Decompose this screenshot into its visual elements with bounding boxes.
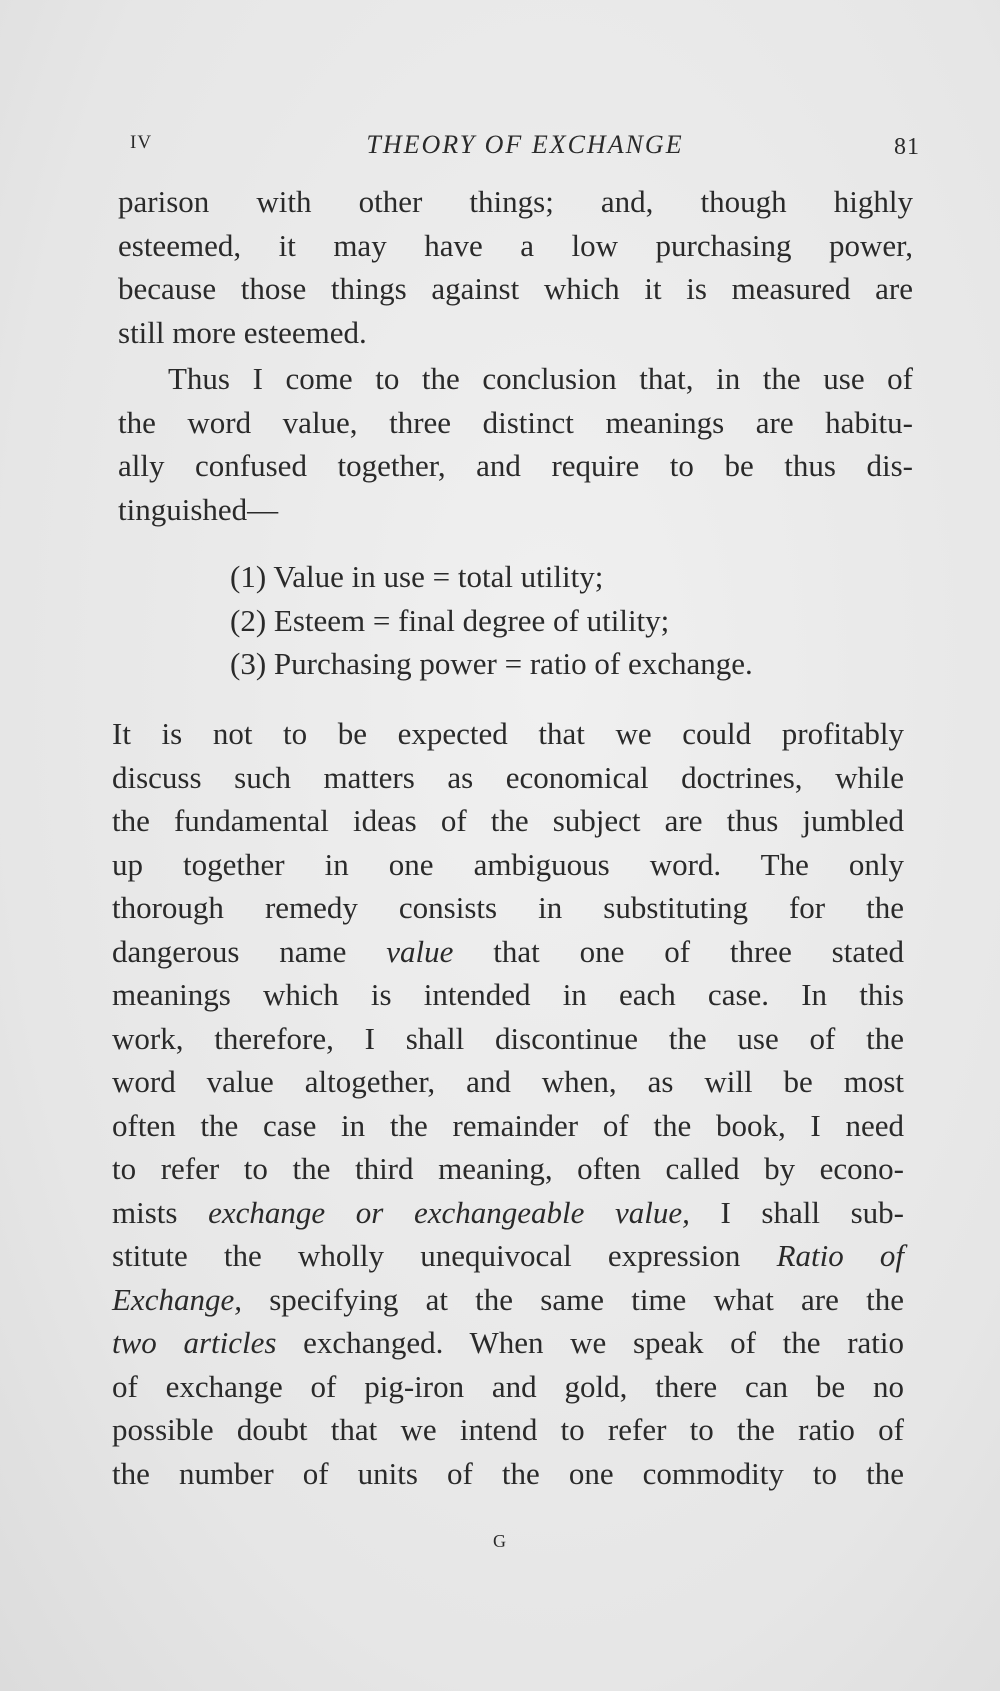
text-line [112, 1278, 904, 1322]
text-line: tinguished— [118, 491, 279, 527]
text-line: often the case in the remainder of the book, I need [112, 1107, 904, 1143]
text-line [112, 930, 904, 974]
list-item: (1) Value in use = total utility; [230, 559, 604, 594]
text-line: work, therefore, I shall discontinue the use of the [112, 1020, 904, 1056]
text-line: Thus I come to the conclusion that, in the use of [168, 361, 913, 396]
text-line [112, 1191, 904, 1235]
text-line: parison with other things; and, though highly [118, 184, 913, 219]
list-item: (3) Purchasing power = ratio of exchange. [230, 646, 753, 681]
text-line: still more esteemed. [118, 314, 367, 350]
text-run: I shall sub- [689, 1194, 904, 1230]
text-line: possible doubt that we intend to refer to the ratio of [112, 1412, 904, 1447]
italic-term: value [386, 933, 454, 969]
italic-term: exchange or exchangeable value, [208, 1194, 690, 1230]
italic-term: two articles [112, 1325, 277, 1360]
list-item: (2) Esteem = final degree of utility; [230, 602, 670, 638]
text-run: specifying at the same time what are the [241, 1281, 904, 1317]
text-line: discuss such matters as economical doctrines, while [112, 759, 904, 795]
text-line: to refer to the third meaning, often called by econo- [112, 1151, 904, 1186]
text-line [112, 1321, 904, 1365]
paragraph-2 [118, 357, 913, 531]
text-line: of exchange of pig-iron and gold, there can be no [112, 1368, 904, 1404]
text-line: meanings which is intended in each case. In this [112, 977, 904, 1012]
text-line [112, 1234, 904, 1278]
running-head [130, 128, 920, 164]
text-line: the word value, three distinct meanings are habitu- [118, 404, 913, 440]
text-line: esteemed, it may have a low purchasing power, [118, 227, 913, 263]
text-run: mists [112, 1194, 209, 1230]
text-line: because those things against which it is measured are [118, 271, 913, 306]
text-line: the fundamental ideas of the subject are thus jumbled [112, 803, 904, 838]
value-meanings-list [230, 555, 870, 686]
paragraph-1 [118, 180, 913, 354]
chapter-number: IV [130, 132, 153, 153]
text-run: that one of three stated [453, 933, 904, 969]
paragraph-3 [112, 712, 904, 1495]
text-line: up together in one ambiguous word. The only [112, 846, 904, 882]
text-line: the number of units of the one commodity to the [112, 1455, 904, 1491]
text-line: ally confused together, and require to be thus dis- [118, 448, 913, 483]
signature-mark: G [493, 1531, 507, 1551]
text-run: exchanged. When we speak of the ratio [276, 1325, 904, 1360]
text-run: dangerous name [112, 933, 387, 969]
text-line: It is not to be expected that we could profitably [112, 716, 904, 751]
italic-term: Exchange, [112, 1281, 242, 1317]
text-line: thorough remedy consists in substituting for the [112, 890, 904, 925]
italic-term: Ratio of [776, 1238, 904, 1273]
page-number: 81 [894, 134, 920, 160]
text-line: word value altogether, and when, as will be most [112, 1064, 904, 1099]
running-title: THEORY OF EXCHANGE [366, 130, 684, 159]
text-run: stitute the wholly unequivocal expression [112, 1238, 777, 1273]
